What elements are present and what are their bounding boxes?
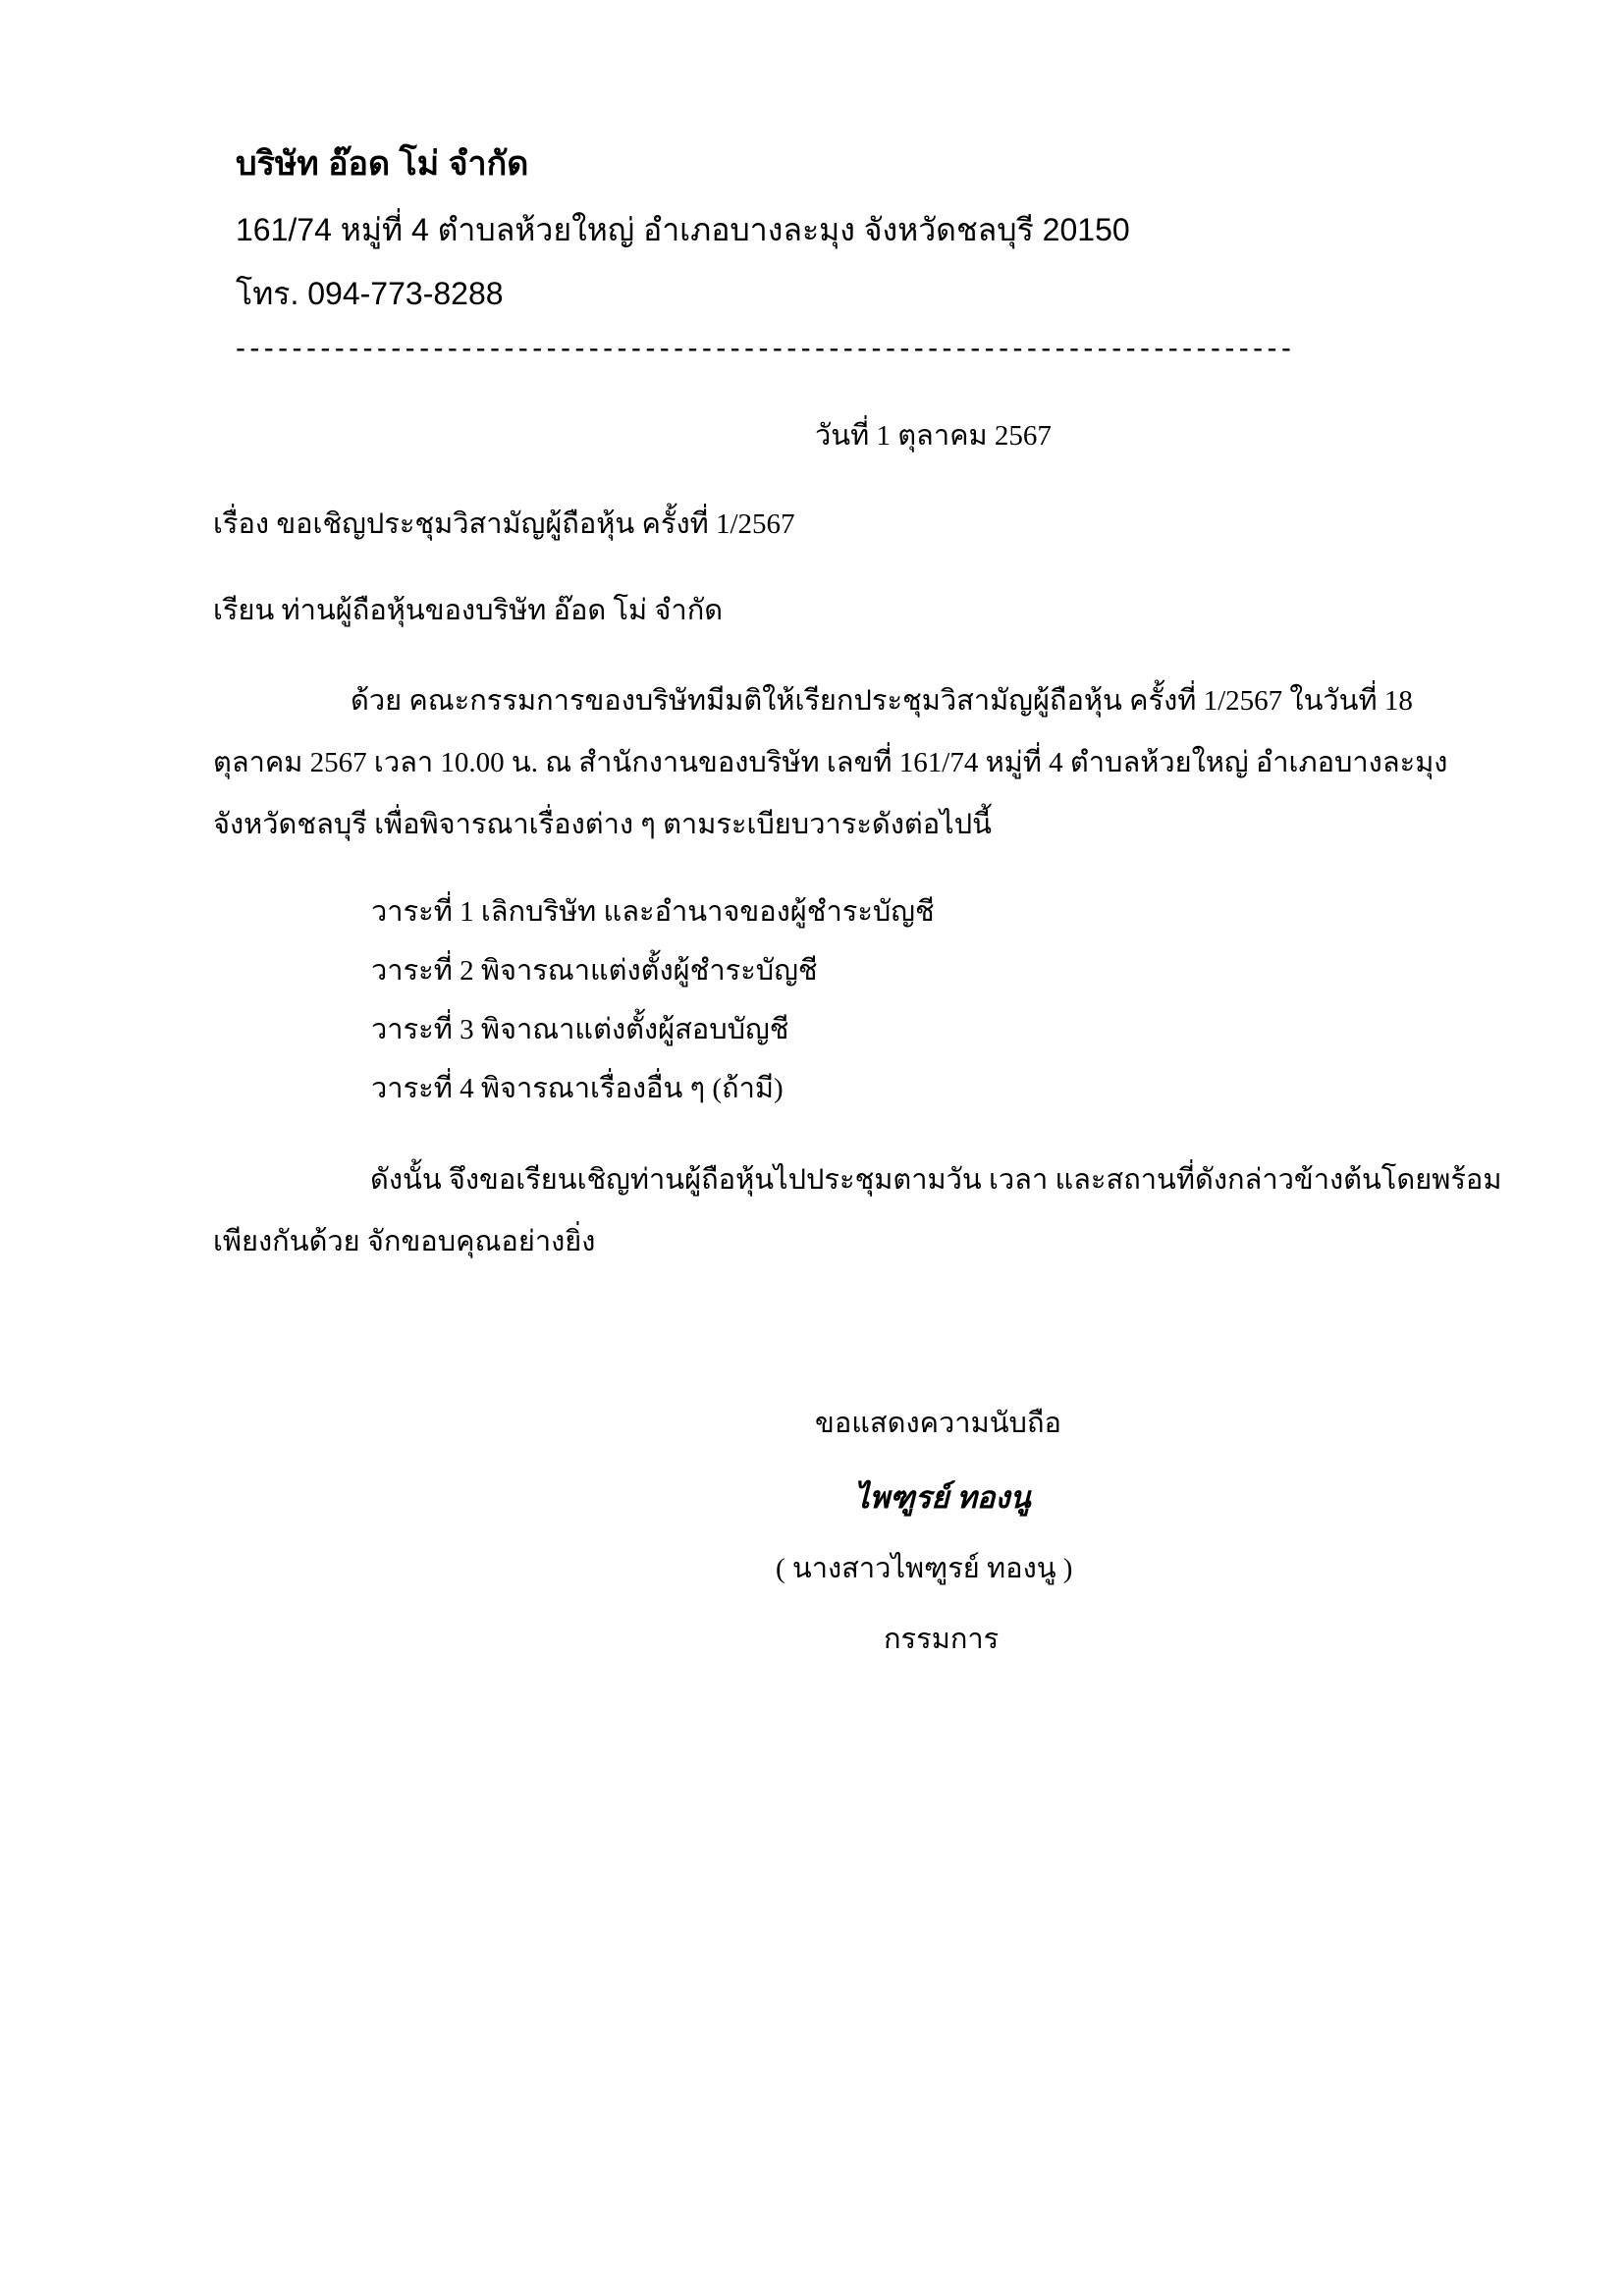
closing-line: เพียงกันด้วย จักขอบคุณอย่างยิ่ง [213,1226,596,1257]
letter-subject: เรื่อง ขอเชิญประชุมวิสามัญผู้ถือหุ้น ครั้งที่ 1/2567 [213,508,795,540]
closing-line: ดังนั้น จึงขอเรียนเชิญท่านผู้ถือหุ้นไปประชุมตามวัน เวลา และสถานที่ดังกล่าวข้างต้นโดยพร้อม [370,1164,1502,1196]
intro-line: ตุลาคม 2567 เวลา 10.00 น. ณ สำนักงานของบริษัท เลขที่ 161/74 หมู่ที่ 4 ตำบลห้วยใหญ่ อำเภอบางละมุง [213,747,1448,778]
agenda-item: วาระที่ 4 พิจารณาเรื่องอื่น ๆ (ถ้ามี) [371,1073,784,1104]
intro-line: จังหวัดชลบุรี เพื่อพิจารณาเรื่องต่าง ๆ ตามระเบียบวาระดังต่อไปนี้ [213,809,992,840]
signer-title: กรรมการ [884,1624,1000,1655]
signer-name: ( นางสาวไพฑูรย์ ทองนู ) [776,1553,1073,1584]
closing-paragraph [213,1164,1502,1264]
agenda-item: วาระที่ 3 พิจาณาแต่งตั้งผู้สอบบัญชี [371,1014,789,1045]
company-name: บริษัท อ๊อด โม่ จำกัด [236,145,529,183]
intro-line: ด้วย คณะกรรมการของบริษัทมีมติให้เรียกประชุมวิสามัญผู้ถือหุ้น ครั้งที่ 1/2567 ในวันที่ 18 [351,685,1413,717]
company-phone: โทร. 094-773-8288 [236,276,504,311]
letterhead-divider: --------------------------------------------------------------------------- [236,334,1296,363]
letter-salutation: เรียน ท่านผู้ถือหุ้นของบริษัท อ๊อด โม่ จำกัด [213,595,724,626]
closing-salutation: ขอแสดงความนับถือ [815,1408,1061,1439]
letter-date: วันที่ 1 ตุลาคม 2567 [815,420,1052,452]
agenda-item: วาระที่ 2 พิจารณาแต่งตั้งผู้ชำระบัญชี [371,955,818,987]
agenda-item: วาระที่ 1 เลิกบริษัท และอำนาจของผู้ชำระบัญชี [371,896,935,928]
signature: ไพฑูรย์ ทองนู [854,1480,1031,1515]
intro-paragraph [213,687,1480,844]
company-address: 161/74 หมู่ที่ 4 ตำบลห้วยใหญ่ อำเภอบางละมุง จังหวัดชลบุรี 20150 [236,212,1130,247]
